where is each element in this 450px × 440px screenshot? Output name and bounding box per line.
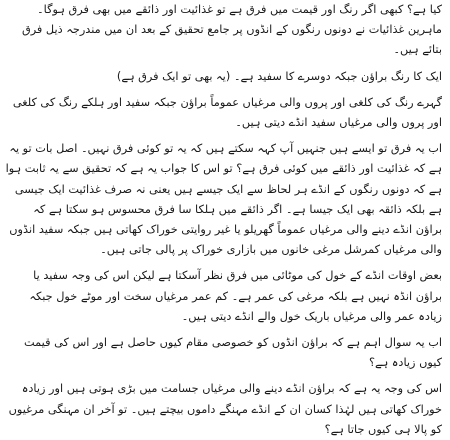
article-body [4,0,442,438]
difference-breed-paragraph: گہرے رنگ کی کلغی اور پروں والی مرغیاں عموماً براؤن جبکہ سفید اور ہلکے رنگ کی کلغی اور پروں والی مرغیاں سفید انڈے دیتی ہیں۔ [12,95,442,130]
price-answer-paragraph: اس کی وجہ یہ ہے کہ براؤن انڈے دینے والی مرغیاں جسامت میں بڑی ہوتی ہیں اور زیادہ خوراک کھاتی ہیں لہٰذا کسان ان کے انڈے مہنگے داموں بیچتے ہیں۔ تو آخر ان مہنگی مرغیوں کو پالا ہی کیوں جاتا ہے؟ [8,382,442,436]
nutrition-taste-paragraph: اب یہ فرق تو ایسے ہیں جنہیں آپ کہہ سکتے ہیں کہ یہ تو کوئی فرق نہیں۔ اصل بات تو یہ ہے کہ غذائیت اور ذائقے میں کوئی فرق ہے؟ تو اس کا جواب یہ ہے کہ تحقیق سے یہ ثابت ہوا ہے کہ دونوں رنگوں کے انڈے ہر لحاظ سے ایک جیسے ہیں یعنی نہ صرف غذائیت ایک جیسی ہے بلکہ ذائقہ بھی ایک جیسا ہے۔ اگر ذائقے میں ہلکا سا فرق محسوس ہو سکتا ہے کہ براؤن انڈے دینے والی مرغیاں عموماً گھریلو یا غیر روایتی خوراک کھاتی ہیں جبکہ سفید انڈوں والی مرغیاں کمرشل مرغی خانوں میں بازاری خوراک پر پالی جاتی ہیں۔ [5,142,442,257]
difference-color-paragraph: ایک کا رنگ براؤن جبکہ دوسرے کا سفید ہے۔ (یہ بھی تو ایک فرق ہے) [116,69,442,83]
price-question-paragraph: اب یہ سوال اہم ہے کہ براؤن انڈوں کو خصوصی مقام کیوں حاصل ہے اور اس کی قیمت کیوں زیادہ ہے؟ [24,336,442,370]
shell-thickness-paragraph: بعض اوقات انڈے کے خول کی موٹائی میں فرق نظر آسکتا ہے لیکن اس کی وجہ سفید یا براؤن انڈہ نہیں ہے بلکہ مرغی کی عمر ہے۔ کم عمر مرغیاں سخت اور موٹے خول جبکہ زیادہ عمر والی مرغیاں باریک خول والے انڈے دیتی ہیں۔ [29,269,442,323]
intro-paragraph: کیا ہے؟ کبھی اگر رنگ اور قیمت میں فرق ہے تو غذائیت اور ذائقے میں بھی فرق ہوگا۔ ماہرین غذائیات نے دونوں رنگوں کے انڈوں پر جامع تحقیق کے بعد ان میں مندرجہ ذیل فرق بتائے ہیں۔ [21,3,442,57]
